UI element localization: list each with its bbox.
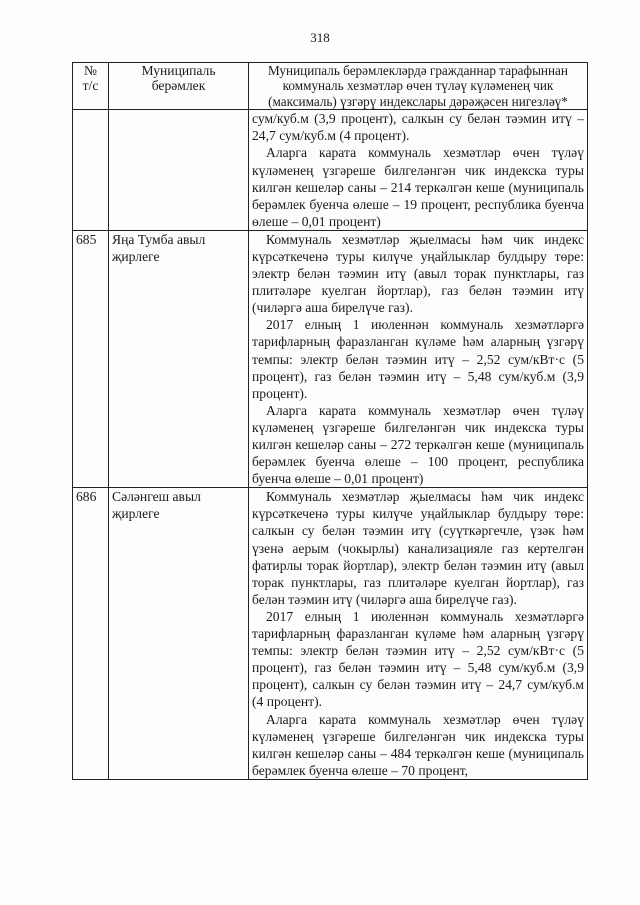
page-number: 318 [310, 30, 330, 45]
justification-paragraph: 2017 елның 1 июленнән коммуналь хезмәтләргә тарифларның фаразланган күләме һәм аларның үзгәрү темпы: электр белән тәэмин итү – 2,52 сум/кВт·с (5 процент), газ белән тәэмин итү – 5,48 сум/куб.м (3,9 процент). [252, 317, 584, 401]
header-justification [249, 63, 588, 110]
justification-paragraph: Аларга карата коммуналь хезмәтләр өчен түләү күләменең үзгәреше билгеләнгән чик индекска туры килгән кешеләр саны – 272 теркәлгән кеше (муниципаль берәмлек буенча өлеше – 100 процент, республика буенча өлеше – 0,01 процент) [252, 402, 584, 487]
table-row [73, 110, 588, 231]
header-municipality [109, 63, 249, 110]
justification-paragraph: 2017 елның 1 июленнән коммуналь хезмәтләргә тарифларның фаразланган күләме һәм аларның үзгәрү темпы: электр белән тәэмин итү – 2,52 сум/кВт·с (5 процент), газ белән тәэмин итү – 5,48 сум/куб.м (3,9 процент), салкын су белән тәэмин итү – 24,7 сум/куб.м (4 процент). [252, 608, 584, 710]
table-row [73, 230, 588, 487]
justification-paragraph: Коммуналь хезмәтләр җыелмасы һәм чик индекс күрсәткеченә туры килүче уңайлыклар булдыру төре: салкын су белән тәэмин итү (суүткәргечле, үзәк һәм үзенә аерым (чокырлы) канализацияле газ кертелгән фатирлы торак йортлар), электр белән тәэмин итү (авыл торак пунктлары, газ плитәләре куелган йортлар), газ белән тәэмин итү (чиләргә аша бирелүче газ). [252, 489, 584, 607]
row-number: 686 [73, 488, 109, 780]
header-num-label: № т/с [82, 63, 99, 94]
row-number [73, 110, 109, 231]
row-justification [249, 230, 588, 487]
row-justification [249, 110, 588, 231]
justification-paragraph: сум/куб.м (3,9 процент), салкын су белән тәэмин итү – 24,7 сум/куб.м (4 процент). [252, 111, 584, 144]
header-municipality-label: Муниципаль берәмлек [141, 63, 216, 94]
header-num [73, 63, 109, 110]
row-municipality: Яңа Тумба авыл җирлеге [109, 230, 249, 487]
justification-paragraph: Аларга карата коммуналь хезмәтләр өчен түләү күләменең үзгәреше билгеләнгән чик индекска туры килгән кешеләр саны – 214 теркәлгән кеше (муниципаль берәмлек буенча өлеше – 19 процент, республика буенча өлеше – 0,01 процент) [252, 145, 584, 229]
row-municipality [109, 110, 249, 231]
justification-paragraph: Аларга карата коммуналь хезмәтләр өчен түләү күләменең үзгәреше билгеләнгән чик индекска туры килгән кешеләр саны – 484 теркәлгән кеше (муниципаль берәмлек буенча өлеше – 70 процент, [252, 711, 584, 778]
header-justification-label: Муниципаль берәмлекләрдә гражданнар тарафыннан коммуналь хезмәтләр өчен түләү күләменең чик (максималь) үзгәрү индекслары дәрәҗәсен нигезләү* [268, 63, 568, 109]
row-number: 685 [73, 230, 109, 487]
municipal-index-table [72, 62, 588, 780]
table-row [73, 488, 588, 780]
row-municipality: Сәләнгеш авыл җирлеге [109, 488, 249, 780]
table-header-row [73, 63, 588, 110]
row-justification [249, 488, 588, 780]
justification-paragraph: Коммуналь хезмәтләр җыелмасы һәм чик индекс күрсәткеченә туры килүче уңайлыклар булдыру төре: электр белән тәэмин итү (авыл торак пунктлары, газ плитәләре куелган йортлар), газ белән тәэмин итү (чиләргә аша бирелүче газ). [252, 231, 584, 316]
